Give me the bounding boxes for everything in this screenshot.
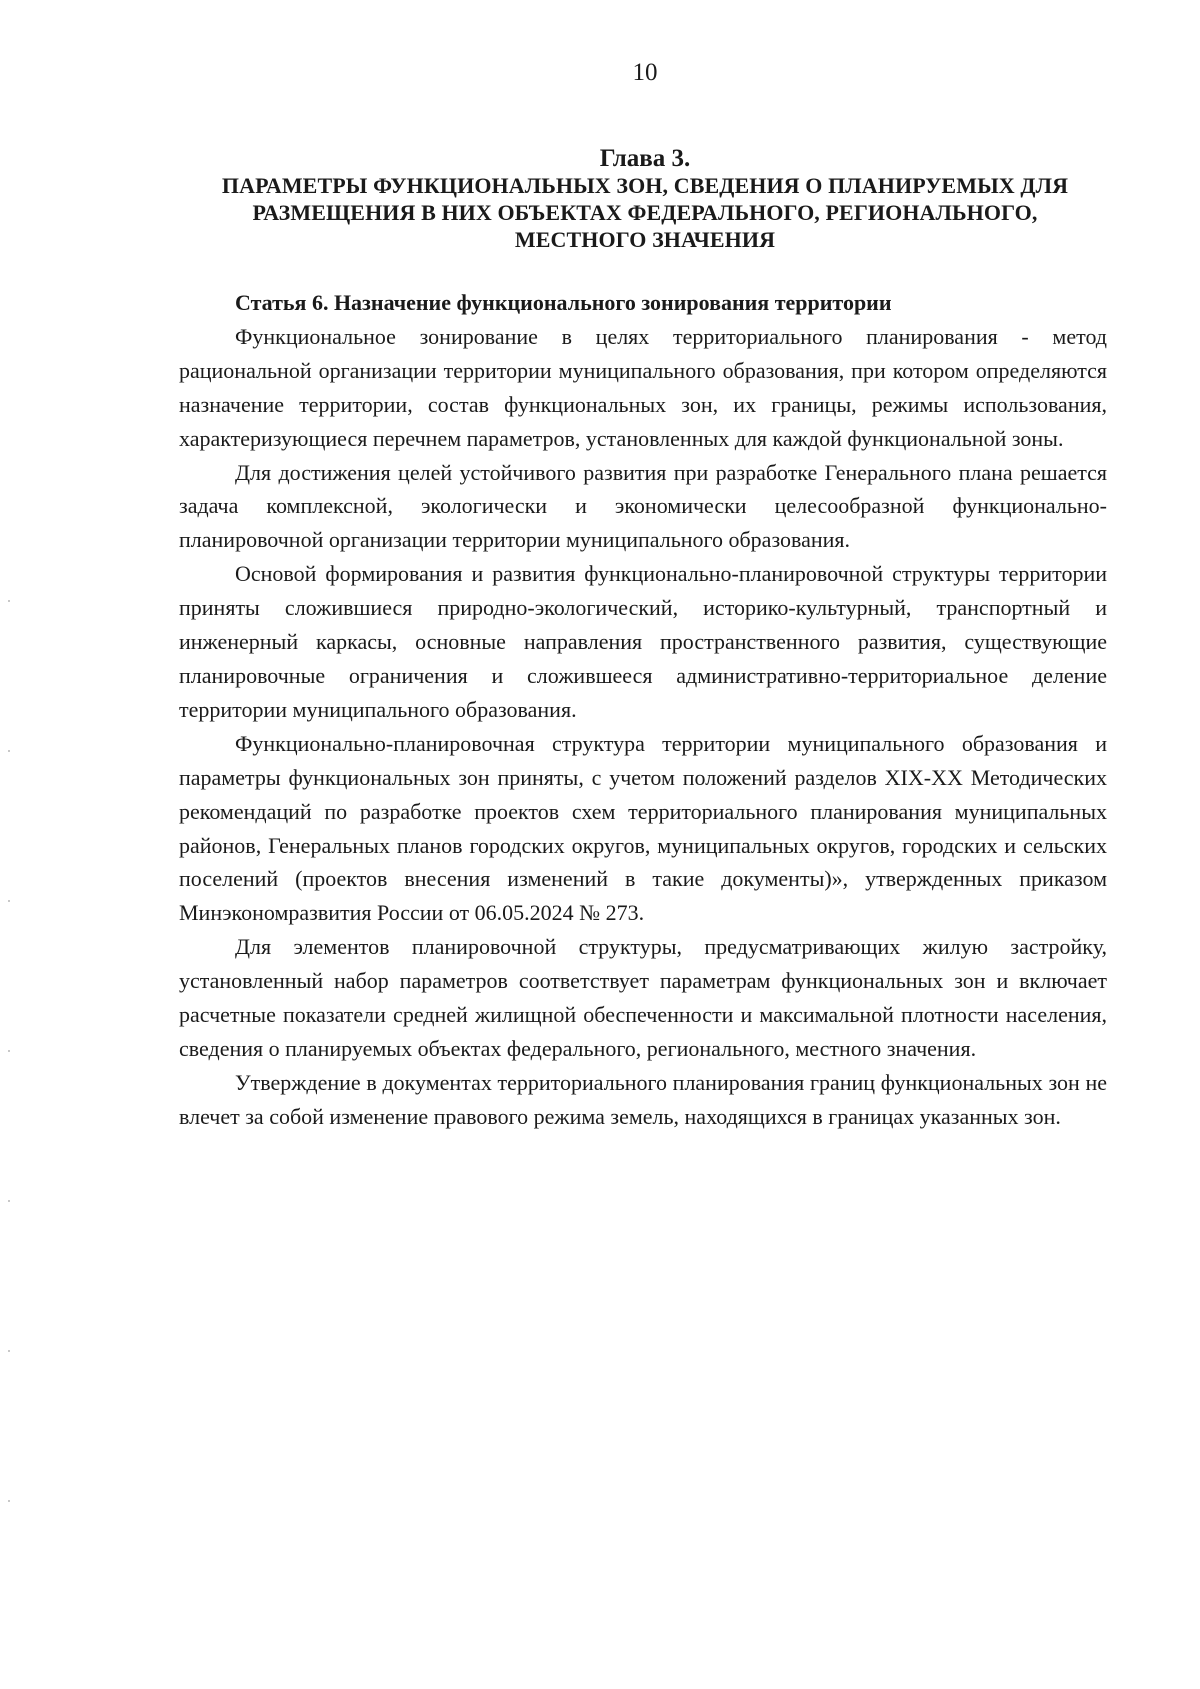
chapter-label: Глава 3. bbox=[599, 145, 691, 172]
chapter-heading-line: РАЗМЕЩЕНИЯ В НИХ ОБЪЕКТАХ ФЕДЕРАЛЬНОГО, РЕГИОНАЛЬНОГО, bbox=[252, 200, 1038, 225]
scan-edge-marks bbox=[8, 600, 10, 1600]
paragraph: Функционально-планировочная структура территории муниципального образования и параметры функциональных зон приняты, с учетом положений разделов XIX-XX Методических рекомендаций по разработке проектов схем территориального планирования муниципальных районов, Генеральных планов городских округов, муниципальных округов, городских и сельских поселений (проектов внесения изменений в такие документы)», утвержденных приказом Минэкономразвития России от 06.05.2024 № 273. bbox=[179, 730, 1107, 926]
article-title: Статья 6. Назначение функционального зонирования территории bbox=[235, 290, 892, 315]
chapter-heading-line: ПАРАМЕТРЫ ФУНКЦИОНАЛЬНЫХ ЗОН, СВЕДЕНИЯ О ПЛАНИРУЕМЫХ ДЛЯ bbox=[221, 173, 1069, 198]
article-body bbox=[179, 286, 1107, 1134]
paragraph: Для достижения целей устойчивого развития при разработке Генерального плана решается задача комплексной, экологически и экономически целесообразной функционально-планировочной организации территории муниципального образования. bbox=[179, 459, 1107, 553]
chapter-heading-line: МЕСТНОГО ЗНАЧЕНИЯ bbox=[514, 227, 776, 252]
paragraph: Для элементов планировочной структуры, предусматривающих жилую застройку, установленный набор параметров соответствует параметрам функциональных зон и включает расчетные показатели средней жилищной обеспеченности и максимальной плотности населения, сведения о планируемых объектах федерального, регионального, местного значения. bbox=[179, 934, 1107, 1061]
chapter-header bbox=[175, 145, 1115, 253]
paragraph: Функциональное зонирование в целях территориального планирования - метод рациональной организации территории муниципального образования, при котором определяются назначение территории, состав функциональных зон, их границы, режимы использования, характеризующиеся перечнем параметров, установленных для каждой функциональной зоны. bbox=[179, 323, 1107, 451]
page-number: 10 bbox=[632, 59, 658, 86]
paragraph: Основой формирования и развития функционально-планировочной структуры территории приняты сложившиеся природно-экологический, историко-культурный, транспортный и инженерный каркасы, основные направления пространственного развития, существующие планировочные ограничения и сложившееся административно-территориальное деление территории муниципального образования. bbox=[179, 561, 1107, 722]
paragraph: Утверждение в документах территориального планирования границ функциональных зон не влечет за собой изменение правового режима земель, находящихся в границах указанных зон. bbox=[179, 1069, 1107, 1129]
